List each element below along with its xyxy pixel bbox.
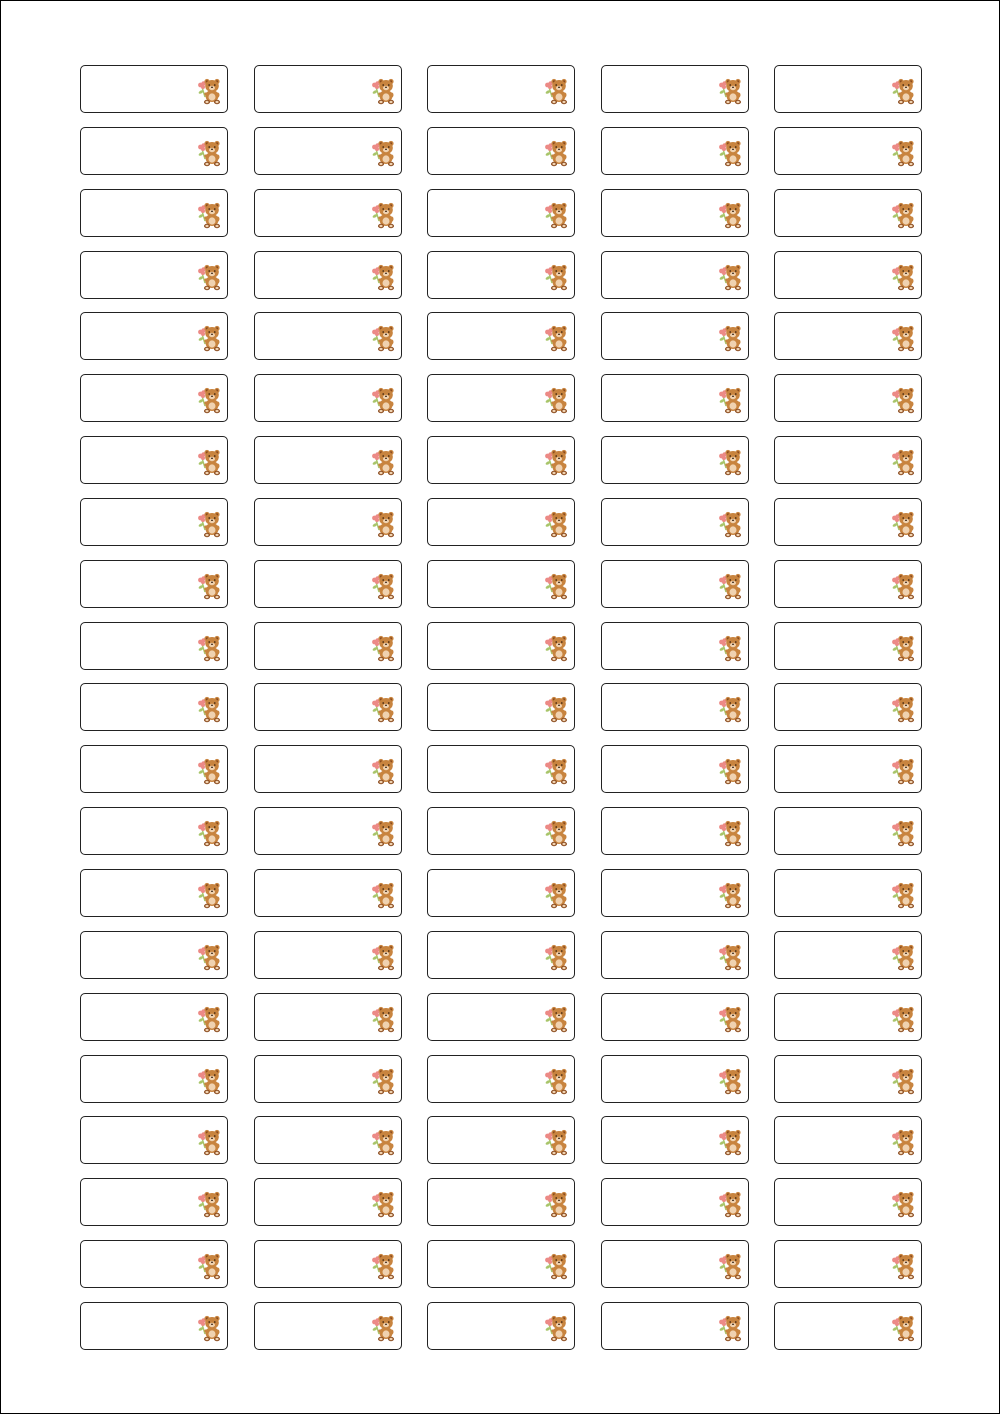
- teddy-bear-icon: [370, 324, 396, 352]
- label-cell[interactable]: [80, 869, 228, 917]
- label-cell[interactable]: [427, 1302, 575, 1350]
- teddy-bear-icon: [196, 572, 222, 600]
- teddy-bear-icon: [370, 1252, 396, 1280]
- teddy-bear-icon: [717, 1252, 743, 1280]
- teddy-bear-icon: [543, 572, 569, 600]
- label-cell[interactable]: [427, 1240, 575, 1288]
- label-cell[interactable]: [601, 745, 749, 793]
- teddy-bear-icon: [196, 448, 222, 476]
- label-cell[interactable]: [80, 65, 228, 113]
- teddy-bear-icon: [196, 77, 222, 105]
- label-cell[interactable]: [427, 993, 575, 1041]
- label-grid: [80, 65, 922, 1350]
- teddy-bear-icon: [890, 448, 916, 476]
- label-cell[interactable]: [254, 1116, 402, 1164]
- teddy-bear-icon: [543, 386, 569, 414]
- label-cell[interactable]: [601, 312, 749, 360]
- label-cell[interactable]: [601, 807, 749, 855]
- teddy-bear-icon: [543, 201, 569, 229]
- teddy-bear-icon: [370, 1190, 396, 1218]
- teddy-bear-icon: [717, 1314, 743, 1342]
- teddy-bear-icon: [370, 1005, 396, 1033]
- teddy-bear-icon: [890, 1252, 916, 1280]
- label-cell[interactable]: [427, 1116, 575, 1164]
- label-cell[interactable]: [80, 931, 228, 979]
- label-cell[interactable]: [601, 498, 749, 546]
- label-cell[interactable]: [80, 745, 228, 793]
- teddy-bear-icon: [196, 324, 222, 352]
- label-cell[interactable]: [254, 807, 402, 855]
- teddy-bear-icon: [543, 510, 569, 538]
- teddy-bear-icon: [196, 201, 222, 229]
- label-cell[interactable]: [774, 1302, 922, 1350]
- teddy-bear-icon: [717, 695, 743, 723]
- teddy-bear-icon: [890, 943, 916, 971]
- teddy-bear-icon: [717, 510, 743, 538]
- teddy-bear-icon: [196, 263, 222, 291]
- teddy-bear-icon: [890, 572, 916, 600]
- label-cell[interactable]: [80, 1240, 228, 1288]
- label-cell[interactable]: [774, 560, 922, 608]
- teddy-bear-icon: [717, 1190, 743, 1218]
- teddy-bear-icon: [370, 757, 396, 785]
- label-cell[interactable]: [427, 374, 575, 422]
- label-cell[interactable]: [254, 931, 402, 979]
- teddy-bear-icon: [370, 1314, 396, 1342]
- teddy-bear-icon: [370, 201, 396, 229]
- label-cell[interactable]: [427, 498, 575, 546]
- label-cell[interactable]: [427, 622, 575, 670]
- teddy-bear-icon: [370, 510, 396, 538]
- label-cell[interactable]: [601, 1302, 749, 1350]
- teddy-bear-icon: [890, 201, 916, 229]
- teddy-bear-icon: [196, 510, 222, 538]
- teddy-bear-icon: [196, 1252, 222, 1280]
- label-cell[interactable]: [774, 374, 922, 422]
- teddy-bear-icon: [543, 448, 569, 476]
- label-cell[interactable]: [601, 189, 749, 237]
- label-cell[interactable]: [774, 127, 922, 175]
- label-cell[interactable]: [774, 1178, 922, 1226]
- teddy-bear-icon: [196, 386, 222, 414]
- label-cell[interactable]: [427, 1055, 575, 1103]
- label-cell[interactable]: [80, 1302, 228, 1350]
- teddy-bear-icon: [196, 881, 222, 909]
- teddy-bear-icon: [890, 386, 916, 414]
- label-cell[interactable]: [254, 1240, 402, 1288]
- label-cell[interactable]: [80, 189, 228, 237]
- label-cell[interactable]: [601, 127, 749, 175]
- teddy-bear-icon: [717, 324, 743, 352]
- teddy-bear-icon: [196, 139, 222, 167]
- label-cell[interactable]: [601, 869, 749, 917]
- label-cell[interactable]: [254, 1178, 402, 1226]
- teddy-bear-icon: [543, 634, 569, 662]
- teddy-bear-icon: [890, 634, 916, 662]
- label-cell[interactable]: [80, 560, 228, 608]
- label-cell[interactable]: [601, 560, 749, 608]
- teddy-bear-icon: [370, 448, 396, 476]
- label-cell[interactable]: [601, 1055, 749, 1103]
- teddy-bear-icon: [717, 263, 743, 291]
- teddy-bear-icon: [890, 324, 916, 352]
- teddy-bear-icon: [717, 1005, 743, 1033]
- teddy-bear-icon: [370, 1067, 396, 1095]
- label-cell[interactable]: [254, 127, 402, 175]
- teddy-bear-icon: [890, 263, 916, 291]
- label-cell[interactable]: [427, 251, 575, 299]
- teddy-bear-icon: [717, 201, 743, 229]
- label-cell[interactable]: [601, 1240, 749, 1288]
- teddy-bear-icon: [543, 1190, 569, 1218]
- label-cell[interactable]: [254, 189, 402, 237]
- label-cell[interactable]: [427, 189, 575, 237]
- label-cell[interactable]: [601, 251, 749, 299]
- label-cell[interactable]: [774, 869, 922, 917]
- label-cell[interactable]: [774, 65, 922, 113]
- teddy-bear-icon: [890, 757, 916, 785]
- teddy-bear-icon: [370, 634, 396, 662]
- teddy-bear-icon: [196, 1190, 222, 1218]
- teddy-bear-icon: [370, 695, 396, 723]
- label-cell[interactable]: [254, 1302, 402, 1350]
- teddy-bear-icon: [370, 77, 396, 105]
- label-cell[interactable]: [774, 1240, 922, 1288]
- teddy-bear-icon: [370, 139, 396, 167]
- label-cell[interactable]: [774, 807, 922, 855]
- label-cell[interactable]: [601, 993, 749, 1041]
- teddy-bear-icon: [370, 881, 396, 909]
- teddy-bear-icon: [717, 448, 743, 476]
- teddy-bear-icon: [196, 943, 222, 971]
- teddy-bear-icon: [890, 881, 916, 909]
- label-cell[interactable]: [427, 807, 575, 855]
- label-cell[interactable]: [427, 745, 575, 793]
- label-cell[interactable]: [601, 374, 749, 422]
- label-cell[interactable]: [427, 127, 575, 175]
- label-cell[interactable]: [254, 498, 402, 546]
- label-cell[interactable]: [427, 65, 575, 113]
- teddy-bear-icon: [717, 139, 743, 167]
- label-cell[interactable]: [427, 869, 575, 917]
- teddy-bear-icon: [370, 943, 396, 971]
- teddy-bear-icon: [543, 819, 569, 847]
- teddy-bear-icon: [717, 819, 743, 847]
- teddy-bear-icon: [717, 1067, 743, 1095]
- teddy-bear-icon: [196, 695, 222, 723]
- teddy-bear-icon: [717, 77, 743, 105]
- label-cell[interactable]: [80, 127, 228, 175]
- label-cell[interactable]: [80, 374, 228, 422]
- label-cell[interactable]: [80, 251, 228, 299]
- teddy-bear-icon: [543, 1128, 569, 1156]
- teddy-bear-icon: [890, 1005, 916, 1033]
- label-cell[interactable]: [774, 745, 922, 793]
- label-cell[interactable]: [80, 993, 228, 1041]
- teddy-bear-icon: [543, 324, 569, 352]
- teddy-bear-icon: [890, 1190, 916, 1218]
- label-cell[interactable]: [427, 683, 575, 731]
- teddy-bear-icon: [370, 1128, 396, 1156]
- teddy-bear-icon: [890, 695, 916, 723]
- teddy-bear-icon: [543, 1252, 569, 1280]
- teddy-bear-icon: [543, 139, 569, 167]
- teddy-bear-icon: [890, 1314, 916, 1342]
- teddy-bear-icon: [370, 386, 396, 414]
- teddy-bear-icon: [890, 819, 916, 847]
- label-cell[interactable]: [601, 65, 749, 113]
- label-cell[interactable]: [774, 436, 922, 484]
- label-cell[interactable]: [774, 251, 922, 299]
- label-cell[interactable]: [774, 683, 922, 731]
- label-cell[interactable]: [427, 312, 575, 360]
- teddy-bear-icon: [196, 1314, 222, 1342]
- label-cell[interactable]: [601, 1178, 749, 1226]
- label-cell[interactable]: [80, 498, 228, 546]
- label-cell[interactable]: [774, 189, 922, 237]
- label-cell[interactable]: [601, 436, 749, 484]
- label-cell[interactable]: [80, 807, 228, 855]
- label-cell[interactable]: [427, 560, 575, 608]
- label-cell[interactable]: [254, 622, 402, 670]
- teddy-bear-icon: [196, 1128, 222, 1156]
- label-cell[interactable]: [254, 745, 402, 793]
- label-cell[interactable]: [80, 622, 228, 670]
- label-cell[interactable]: [254, 436, 402, 484]
- teddy-bear-icon: [543, 77, 569, 105]
- label-cell[interactable]: [774, 993, 922, 1041]
- teddy-bear-icon: [543, 1005, 569, 1033]
- teddy-bear-icon: [717, 386, 743, 414]
- teddy-bear-icon: [717, 1128, 743, 1156]
- label-cell[interactable]: [774, 931, 922, 979]
- teddy-bear-icon: [717, 572, 743, 600]
- teddy-bear-icon: [890, 139, 916, 167]
- label-cell[interactable]: [80, 312, 228, 360]
- label-cell[interactable]: [774, 622, 922, 670]
- teddy-bear-icon: [890, 1128, 916, 1156]
- label-cell[interactable]: [774, 498, 922, 546]
- label-cell[interactable]: [774, 312, 922, 360]
- label-cell[interactable]: [254, 869, 402, 917]
- teddy-bear-icon: [543, 695, 569, 723]
- label-cell[interactable]: [80, 683, 228, 731]
- label-cell[interactable]: [601, 1116, 749, 1164]
- label-cell[interactable]: [427, 436, 575, 484]
- teddy-bear-icon: [196, 634, 222, 662]
- teddy-bear-icon: [543, 1314, 569, 1342]
- teddy-bear-icon: [543, 263, 569, 291]
- teddy-bear-icon: [196, 757, 222, 785]
- teddy-bear-icon: [890, 1067, 916, 1095]
- teddy-bear-icon: [370, 263, 396, 291]
- label-cell[interactable]: [254, 374, 402, 422]
- label-cell[interactable]: [774, 1055, 922, 1103]
- teddy-bear-icon: [370, 572, 396, 600]
- label-cell[interactable]: [601, 683, 749, 731]
- label-cell[interactable]: [254, 1055, 402, 1103]
- teddy-bear-icon: [196, 1067, 222, 1095]
- label-cell[interactable]: [254, 312, 402, 360]
- label-cell[interactable]: [774, 1116, 922, 1164]
- teddy-bear-icon: [717, 943, 743, 971]
- teddy-bear-icon: [717, 757, 743, 785]
- label-cell[interactable]: [427, 1178, 575, 1226]
- label-cell[interactable]: [601, 931, 749, 979]
- teddy-bear-icon: [543, 881, 569, 909]
- teddy-bear-icon: [543, 757, 569, 785]
- label-cell[interactable]: [80, 436, 228, 484]
- label-cell[interactable]: [254, 993, 402, 1041]
- label-cell[interactable]: [254, 251, 402, 299]
- teddy-bear-icon: [196, 1005, 222, 1033]
- teddy-bear-icon: [890, 77, 916, 105]
- label-cell[interactable]: [80, 1116, 228, 1164]
- teddy-bear-icon: [543, 1067, 569, 1095]
- teddy-bear-icon: [543, 943, 569, 971]
- label-cell[interactable]: [254, 683, 402, 731]
- label-cell[interactable]: [80, 1178, 228, 1226]
- label-cell[interactable]: [254, 560, 402, 608]
- teddy-bear-icon: [717, 881, 743, 909]
- label-cell[interactable]: [601, 622, 749, 670]
- label-cell[interactable]: [427, 931, 575, 979]
- teddy-bear-icon: [890, 510, 916, 538]
- label-cell[interactable]: [80, 1055, 228, 1103]
- teddy-bear-icon: [370, 819, 396, 847]
- teddy-bear-icon: [196, 819, 222, 847]
- label-cell[interactable]: [254, 65, 402, 113]
- teddy-bear-icon: [717, 634, 743, 662]
